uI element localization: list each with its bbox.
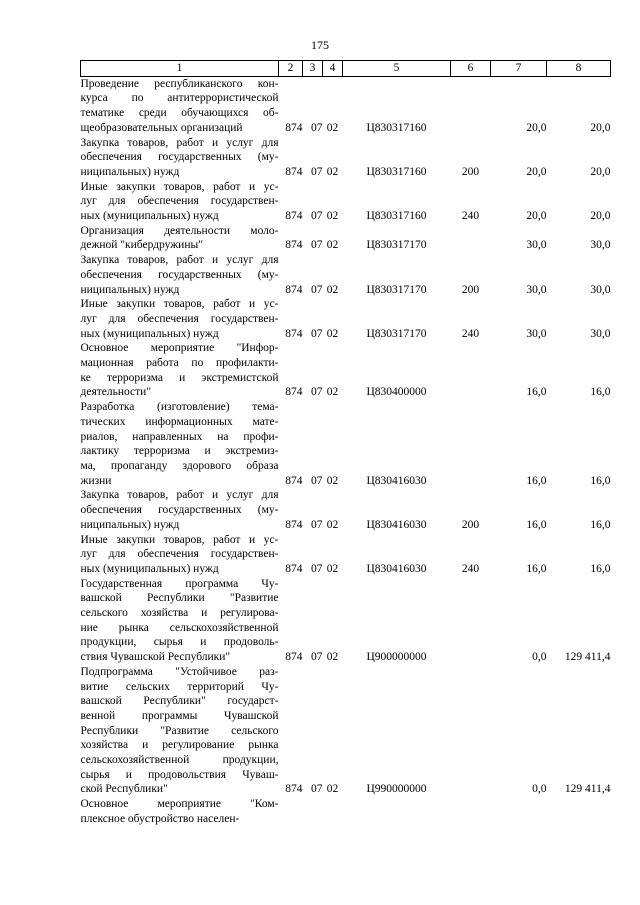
column-header: 1 [81,61,279,77]
row-name-line: курса по антитеррористической [80,92,279,105]
row-name-line: Республики "Развитие сельского [80,724,279,737]
table-row [81,253,611,297]
ministry-code: 874 [285,121,303,134]
section-code: 07 [311,562,323,575]
row-name-line: жизни [80,474,112,487]
row-name-line: деятельности" [80,386,152,399]
page-number: 175 [311,38,329,52]
subsection-code: 02 [326,210,339,223]
target-article-code: Ц990000000 [366,783,427,796]
ministry-code: 874 [285,518,303,531]
amount-col8: 16,0 [590,474,611,487]
amount-col7 [491,797,547,826]
ministry-code: 874 [285,651,303,664]
expense-type-code [451,665,491,797]
row-name [81,533,279,577]
expense-type-code [451,341,491,400]
row-name [81,224,279,253]
amount-col7: 16,0 [526,562,547,575]
row-name-line: сельского хозяйства и регулирова- [80,607,279,620]
expense-type-code [451,76,491,135]
amount-col8: 20,0 [590,210,611,223]
ministry-code: 874 [285,562,303,575]
target-article-code: Ц830416030 [366,518,427,531]
row-name-line: сырья и продовольствия Чуваш- [80,768,279,781]
subsection-code: 02 [326,121,339,134]
row-name-line: щеобразовательных организаций [80,121,243,134]
row-name [81,577,279,665]
section-code: 07 [311,239,323,252]
amount-col7: 30,0 [526,327,547,340]
column-header: 5 [343,61,451,77]
table-row [81,297,611,341]
target-article-code: Ц900000000 [366,651,427,664]
row-name-line: Разработка (изготовление) тема- [80,401,279,414]
row-name [81,665,279,797]
section-code: 07 [311,651,323,664]
section-code: 07 [311,474,323,487]
row-name-line: Закупка товаров, работ и услуг для [80,254,279,267]
expense-type-code [451,400,491,488]
section-code: 07 [311,783,323,796]
target-article-code: Ц830317160 [366,210,427,223]
table-row [81,533,611,577]
amount-col8: 20,0 [590,165,611,178]
expense-type-code: 240 [461,562,480,575]
row-name-line: венной программы Чувашской [80,709,279,722]
ministry-code: 874 [285,474,303,487]
row-name-line: хозяйства и регулирование рынка [80,739,279,752]
row-name-line: луг для обеспечения государствен- [80,195,279,208]
row-name-line: дежной "кибердружины" [80,239,203,252]
row-name [81,400,279,488]
row-name-line: луг для обеспечения государствен- [80,548,279,561]
expense-type-code: 240 [461,327,480,340]
table-row [81,76,611,135]
row-name-line: плексное обустройство населен- [80,812,240,825]
expense-type-code: 200 [461,283,480,296]
target-article-code: Ц830317170 [366,239,427,252]
ministry-code: 874 [285,386,303,399]
ministry-code: 874 [285,783,303,796]
amount-col7: 0,0 [532,651,547,664]
ministry-code: 874 [285,283,303,296]
row-name-line: мационная работа по профилакти- [80,357,279,370]
row-name-line: ных (муниципальных) нужд [80,562,219,575]
table-header-row [81,61,611,77]
row-name-line: вашской Республики "Развитие [80,592,279,605]
row-name-line: ниципальных) нужд [80,165,180,178]
subsection-code: 02 [326,518,339,531]
row-name-line: вашской Республики" государст- [80,695,279,708]
target-article-code [343,797,451,826]
row-name-line: тематике среди обучающихся об- [80,107,279,120]
row-name-line: лактику терроризма и экстремиз- [80,445,279,458]
subsection-code: 02 [326,651,339,664]
table-body [81,76,611,826]
amount-col7: 16,0 [526,518,547,531]
row-name-line: Проведение республиканского кон- [80,77,279,90]
amount-col7: 20,0 [526,165,547,178]
expense-type-code: 240 [461,210,480,223]
expense-type-code: 200 [461,165,480,178]
ministry-code: 874 [285,239,303,252]
row-name-line: ниципальных) нужд [80,518,180,531]
row-name [81,797,279,826]
table-row [81,136,611,180]
amount-col8: 16,0 [590,562,611,575]
row-name-line: обеспечения государственных (му- [80,268,279,281]
amount-col8: 30,0 [590,239,611,252]
ministry-code: 874 [285,327,303,340]
amount-col8: 30,0 [590,283,611,296]
row-name-line: сельскохозяйственной продукции, [80,754,279,767]
row-name [81,488,279,532]
subsection-code: 02 [326,327,339,340]
row-name [81,253,279,297]
target-article-code: Ц830400000 [366,386,427,399]
expense-type-code: 200 [461,518,480,531]
section-code: 07 [311,210,323,223]
row-name-line: Основное мероприятие "Ком- [80,798,279,811]
row-name-line: Подпрограмма "Устойчивое раз- [80,665,279,678]
row-name [81,297,279,341]
row-name-line: ма, пропаганду здорового образа [80,459,279,472]
subsection-code: 02 [326,783,339,796]
subsection-code [323,797,343,826]
budget-table [80,60,611,827]
row-name-line: Организация деятельности моло- [80,224,279,237]
amount-col7: 20,0 [526,210,547,223]
subsection-code: 02 [326,283,339,296]
row-name-line: витие сельских территорий Чу- [80,680,279,693]
amount-col8: 16,0 [590,518,611,531]
row-name-line: луг для обеспечения государствен- [80,312,279,325]
section-code [303,797,323,826]
subsection-code: 02 [326,386,339,399]
row-name-line: обеспечения государственных (му- [80,151,279,164]
target-article-code: Ц830317170 [366,283,427,296]
amount-col8: 129 411,4 [564,783,611,796]
table-row [81,577,611,665]
amount-col7: 30,0 [526,283,547,296]
amount-col7: 20,0 [526,121,547,134]
section-code: 07 [311,283,323,296]
ministry-code [279,797,303,826]
row-name-line: ке терроризма и экстремистской [80,371,279,384]
target-article-code: Ц830317170 [366,327,427,340]
row-name-line: ных (муниципальных) нужд [80,327,219,340]
row-name-line: ных (муниципальных) нужд [80,210,219,223]
row-name-line: продукции, сырья и продоволь- [80,636,279,649]
subsection-code: 02 [326,562,339,575]
expense-type-code [451,224,491,253]
amount-col8: 129 411,4 [564,651,611,664]
row-name-line: Закупка товаров, работ и услуг для [80,489,279,502]
row-name-line: Иные закупки товаров, работ и ус- [80,533,279,546]
table-row [81,488,611,532]
subsection-code: 02 [326,474,339,487]
expense-type-code [451,797,491,826]
row-name-line: обеспечения государственных (му- [80,504,279,517]
row-name [81,76,279,135]
row-name-line: ской Республики" [80,783,168,796]
row-name-line: Государственная программа Чу- [80,577,279,590]
section-code: 07 [311,327,323,340]
ministry-code: 874 [285,165,303,178]
amount-col8 [547,797,611,826]
column-header: 6 [451,61,491,77]
subsection-code: 02 [326,165,339,178]
row-name [81,136,279,180]
row-name-line: Иные закупки товаров, работ и ус- [80,180,279,193]
column-header: 3 [303,61,323,77]
target-article-code: Ц830317160 [366,165,427,178]
amount-col8: 20,0 [590,121,611,134]
table-row [81,665,611,797]
row-name-line: тических информационных мате- [80,415,279,428]
section-code: 07 [311,121,323,134]
section-code: 07 [311,518,323,531]
section-code: 07 [311,165,323,178]
expense-type-code [451,577,491,665]
amount-col7: 16,0 [526,386,547,399]
subsection-code: 02 [326,239,339,252]
table-row [81,180,611,224]
amount-col7: 16,0 [526,474,547,487]
column-header: 8 [547,61,611,77]
row-name-line: Основное мероприятие "Инфор- [80,342,279,355]
row-name-line: Закупка товаров, работ и услуг для [80,136,279,149]
amount-col7: 30,0 [526,239,547,252]
row-name [81,341,279,400]
row-name [81,180,279,224]
column-header: 2 [279,61,303,77]
ministry-code: 874 [285,210,303,223]
target-article-code: Ц830416030 [366,562,427,575]
row-name-line: ствия Чувашской Республики" [80,651,231,664]
column-header: 4 [323,61,343,77]
row-name-line: Иные закупки товаров, работ и ус- [80,298,279,311]
table-row [81,341,611,400]
table-row [81,224,611,253]
section-code: 07 [311,386,323,399]
row-name-line: ние рынка сельскохозяйственной [80,621,279,634]
amount-col8: 16,0 [590,386,611,399]
table-row [81,400,611,488]
amount-col7: 0,0 [532,783,547,796]
column-header: 7 [491,61,547,77]
table-row [81,797,611,826]
row-name-line: ниципальных) нужд [80,283,180,296]
target-article-code: Ц830317160 [366,121,427,134]
row-name-line: риалов, направленных на профи- [80,430,279,443]
target-article-code: Ц830416030 [366,474,427,487]
amount-col8: 30,0 [590,327,611,340]
